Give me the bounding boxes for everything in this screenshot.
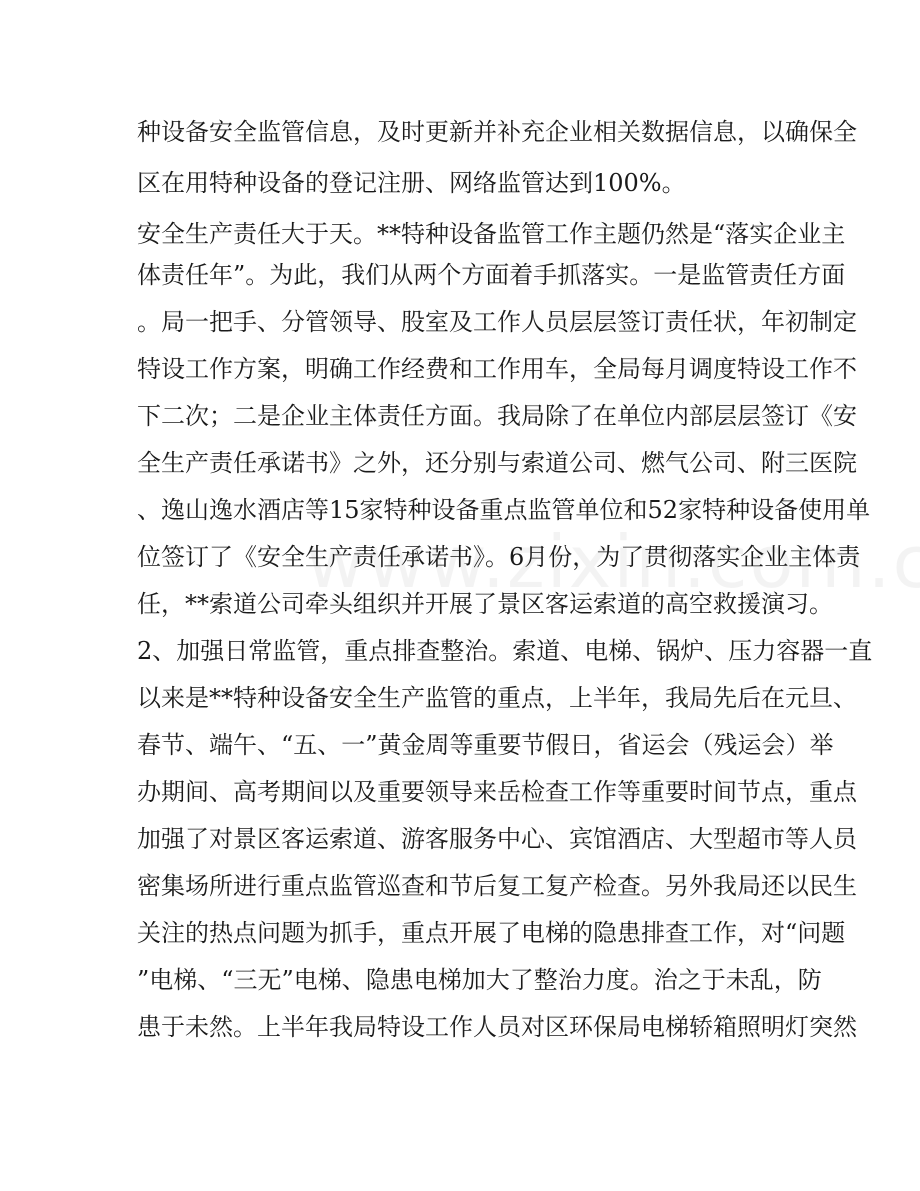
text-line: 位签订了《安全生产责任承诺书》。6月份，为了贯彻落实企业主体责 (137, 543, 861, 571)
text-line: 春节、端午、“五、一”黄金周等重要节假日，省运会（残运会）举 (137, 731, 834, 759)
text-line: 下二次；二是企业主体责任方面。我局除了在单位内部层层签订《安 (137, 402, 857, 430)
text-line: 任，**索道公司牵头组织并开展了景区客运索道的高空救援演习。 (137, 590, 833, 618)
text-line: 特设工作方案，明确工作经费和工作用车，全局每月调度特设工作不 (137, 355, 857, 383)
text-line: 。局一把手、分管领导、股室及工作人员层层签订责任状，年初制定 (137, 308, 857, 336)
text-line: 办期间、高考期间以及重要领导来岳检查工作等重要时间节点，重点 (137, 778, 857, 806)
text-line: 加强了对景区客运索道、游客服务中心、宾馆酒店、大型超市等人员 (137, 825, 857, 853)
text-line: 以来是**特种设备安全生产监管的重点，上半年，我局先后在元旦、 (137, 684, 857, 712)
text-line: 、逸山逸水酒店等15家特种设备重点监管单位和52家特种设备使用单 (137, 496, 871, 524)
text-line: 体责任年”。为此，我们从两个方面着手抓落实。一是监管责任方面 (137, 261, 846, 289)
text-line: 关注的热点问题为抓手，重点开展了电梯的隐患排查工作，对“问题 (137, 919, 846, 947)
text-line: 全生产责任承诺书》之外，还分别与索道公司、燃气公司、附三医院 (137, 449, 857, 477)
text-line: 安全生产责任大于天。**特种设备监管工作主题仍然是“落实企业主 (137, 220, 846, 248)
text-line: 患于未然。上半年我局特设工作人员对区环保局电梯轿箱照明灯突然 (137, 1013, 857, 1041)
text-line: 区在用特种设备的登记注册、网络监管达到100%。 (137, 169, 686, 197)
text-line: 密集场所进行重点监管巡查和节后复工复产检查。另外我局还以民生 (137, 872, 857, 900)
text-line: ”电梯、“三无”电梯、隐患电梯加大了整治力度。治之于未乱，防 (137, 966, 822, 994)
text-line: 2、加强日常监管，重点排查整治。索道、电梯、锅炉、压力容器一直 (137, 637, 873, 665)
text-line: 种设备安全监管信息，及时更新并补充企业相关数据信息，以确保全 (137, 118, 857, 146)
